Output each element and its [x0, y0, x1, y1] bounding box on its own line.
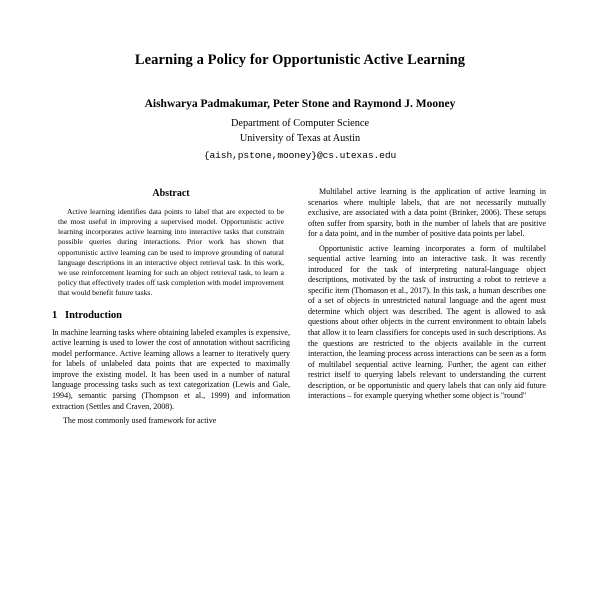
author-email: {aish,pstone,mooney}@cs.utexas.edu: [203, 150, 397, 162]
page-title: Learning a Policy for Opportunistic Active Learning: [134, 52, 466, 68]
abstract-body: [52, 207, 290, 298]
abstract-heading: Abstract: [152, 188, 190, 200]
paragraph: The most commonly used framework for active: [63, 416, 217, 426]
section-title: Introduction: [65, 310, 122, 322]
paragraph: Multilabel active learning is the application of active learning in scenarios where multiple labels, that are not necessarily mutually exclusive, are associated with a data point (Brinker, 2006). These setups often suffer from sparsity, both in the number of labels that are positive for a data point, and in the number of positive data points per label.: [308, 187, 546, 239]
affiliation-university: University of Texas at Austin: [239, 133, 361, 145]
abstract-paragraph: Active learning identifies data points to label that are expected to be the most useful in improving a supervised model. Opportunistic active learning incorporates active learning into interactive tasks that constrain possible queries during interactions. Prior work has shown that opportunistic active learning can be used to improve grounding of natural language descriptions in an interactive object retrieval task. In this work, we use reinforcement learning for such an object retrieval task, to learn a policy that effectively trades off task completion with model improvement that would benefit future tasks.: [58, 207, 284, 297]
paragraph: In machine learning tasks where obtaining labeled examples is expensive, active learning is used to lower the cost of annotation without sacrificing model performance. Active learning allows a learner to iteratively query for labels of unlabeled data points that are expected to maximally improve the existing model. It has been used in a number of natural language processing tasks such as text categorization (Lewis and Gale, 1994), semantic parsing (Thompson et al., 1999) and information extraction (Settles and Craven, 2008).: [52, 327, 290, 411]
section-heading-introduction: [52, 309, 290, 323]
affiliation-department: Department of Computer Science: [230, 118, 370, 130]
author-list: Aishwarya Padmakumar, Peter Stone and Raymond J. Mooney: [144, 98, 456, 111]
right-column: [308, 187, 546, 426]
left-column: [52, 187, 290, 426]
two-column-body: [52, 187, 548, 426]
section-number: 1: [52, 310, 58, 322]
paragraph: Opportunistic active learning incorporates a form of multilabel sequential active learning into an interactive task. It was recently introduced for the task of interpreting natural-language object descriptions, motivated by the task of instructing a robot to retrieve a specific item (Thomason et al., 2017). In this task, a human describes one of a set of objects in unrestricted natural language and the agent must determine which object was described. The agent is allowed to ask questions about other objects in the current environment to obtain labels that allow it to learn classifiers for concepts used in such descriptions. As the questions are restricted to the objects available in the current interaction, the learning process across interactions can be seen as a form of multilabel sequential active learning. Further, the agent can either restrict itself to querying labels relevant to understanding the current description, or be opportunistic and query labels that can only aid future interactions – for example querying whether some object is "round": [308, 243, 546, 401]
